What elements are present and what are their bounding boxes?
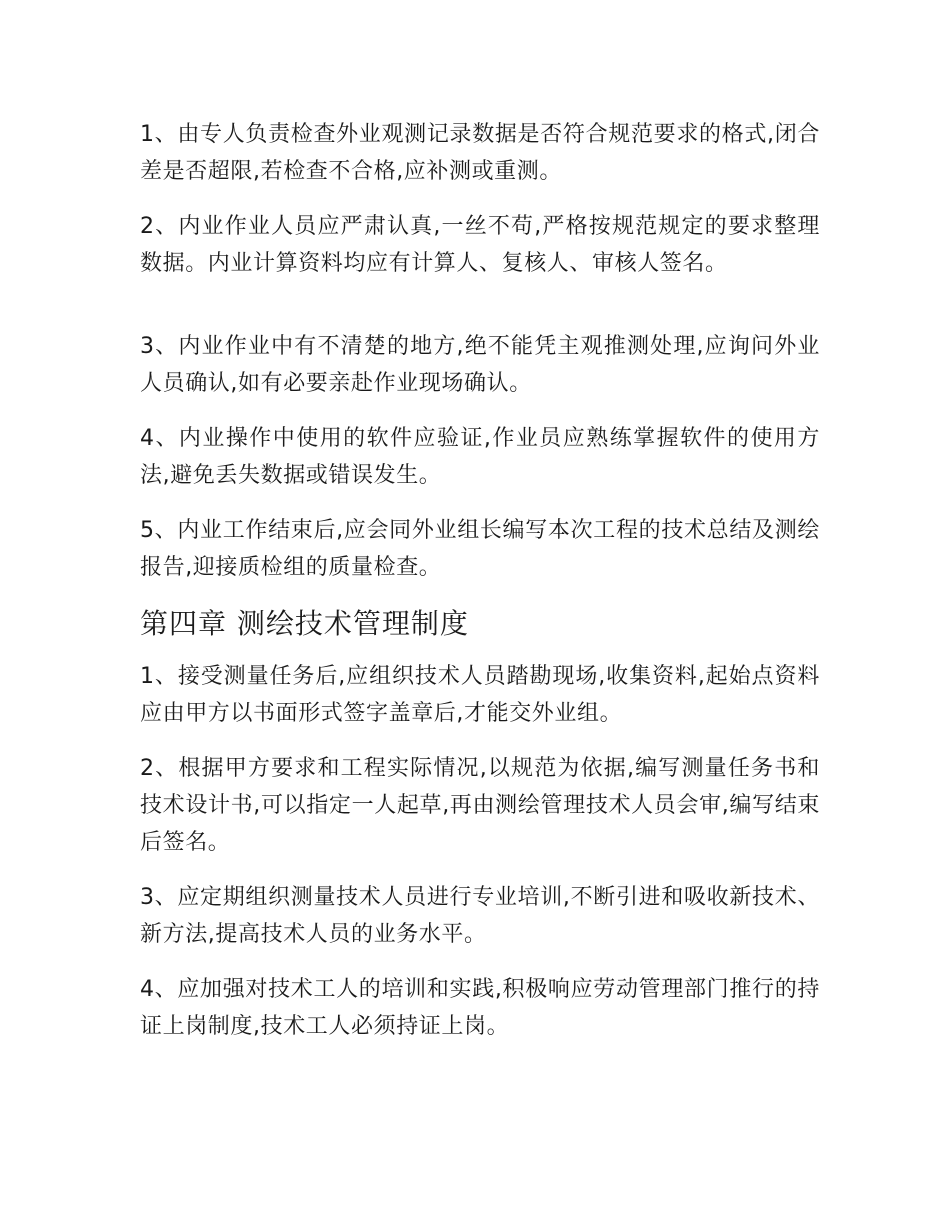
paragraph-ch4-1: 1、接受测量任务后,应组织技术人员踏勘现场,收集资料,起始点资料应由甲方以书面形式签字盖章后,才能交外业组。 [140, 664, 820, 726]
document-body [140, 116, 820, 1063]
paragraph-ch4-2: 2、根据甲方要求和工程实际情况,以规范为依据,编写测量任务书和技术设计书,可以指定一人起草,再由测绘管理技术人员会审,编写结束后签名。 [140, 756, 820, 855]
chapter-title: 第四章 测绘技术管理制度 [140, 607, 469, 640]
paragraph-prev-1: 1、由专人负责检查外业观测记录数据是否符合规范要求的格式,闭合差是否超限,若检查不合格,应补测或重测。 [140, 122, 820, 184]
paragraph-prev-4: 4、内业操作中使用的软件应验证,作业员应熟练掌握软件的使用方法,避免丢失数据或错误发生。 [140, 426, 820, 488]
paragraph-ch4-3: 3、应定期组织测量技术人员进行专业培训,不断引进和吸收新技术、新方法,提高技术人员的业务水平。 [140, 885, 820, 947]
paragraph-prev-2: 2、内业作业人员应严肃认真,一丝不苟,严格按规范规定的要求整理数据。内业计算资料均应有计算人、复核人、审核人签名。 [140, 214, 820, 276]
paragraph-ch4-4: 4、应加强对技术工人的培训和实践,积极响应劳动管理部门推行的持证上岗制度,技术工人必须持证上岗。 [140, 977, 820, 1039]
paragraph-prev-3: 3、内业作业中有不清楚的地方,绝不能凭主观推测处理,应询问外业人员确认,如有必要亲赴作业现场确认。 [140, 334, 820, 396]
paragraph-prev-5: 5、内业工作结束后,应会同外业组长编写本次工程的技术总结及测绘报告,迎接质检组的质量检查。 [140, 518, 820, 580]
